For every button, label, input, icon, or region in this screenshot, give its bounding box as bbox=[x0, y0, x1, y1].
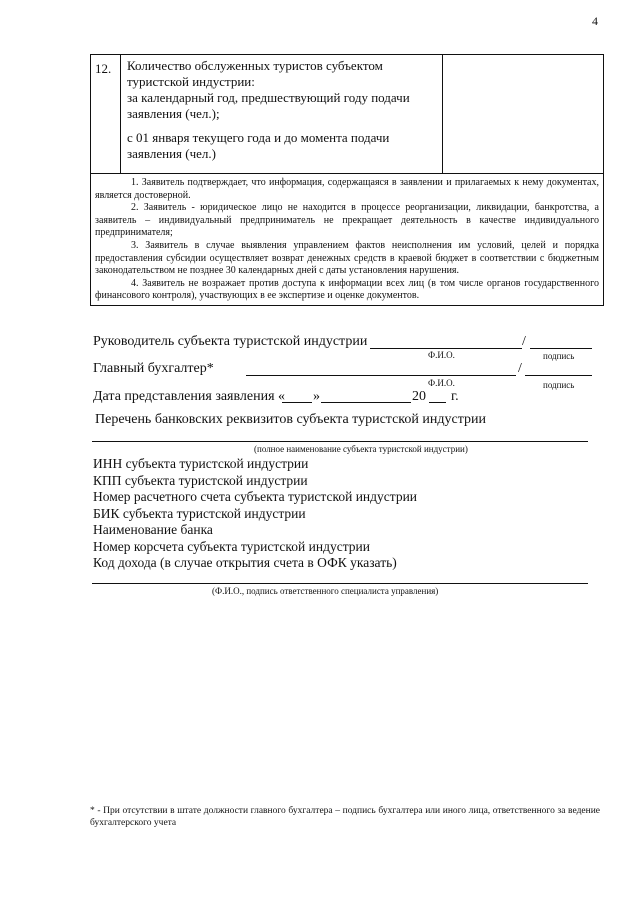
specialist-caption: (Ф.И.О., подпись ответственного специалиста управления) bbox=[212, 586, 439, 596]
statement: 4. Заявитель не возражает против доступа к информации всех лиц (в том числе органов государственного финансового контроля), участвующих в ее экспертизе и оценке документов. bbox=[95, 277, 599, 302]
fio-caption: Ф.И.О. bbox=[428, 350, 455, 360]
statement: 2. Заявитель - юридическое лицо не находится в процессе реорганизации, ликвидации, банкротства, а заявитель – индивидуальный предприниматель не прекращает деятельность в качестве индивидуального предпринимателя; bbox=[95, 202, 599, 239]
accountant-label: Главный бухгалтер* bbox=[93, 361, 214, 376]
slash: / bbox=[522, 334, 526, 349]
statement: 1. Заявитель подтверждает, что информация, содержащаяся в заявлении и прилагаемых к нему документах, является достоверной. bbox=[95, 177, 599, 201]
list-item: КПП субъекта туристской индустрии bbox=[93, 472, 308, 488]
row-line: с 01 января текущего года и до момента подачи заявления (чел.) bbox=[127, 130, 390, 161]
row-value-cell[interactable] bbox=[443, 55, 603, 173]
row-number: 12. bbox=[91, 55, 121, 173]
applicant-statements bbox=[91, 174, 603, 305]
application-table bbox=[90, 54, 604, 306]
page-number: 4 bbox=[592, 14, 598, 28]
date-label: Дата представления заявления « bbox=[93, 389, 286, 404]
row-description bbox=[121, 55, 443, 173]
head-sign-line[interactable] bbox=[530, 348, 592, 349]
sign-caption: подпись bbox=[543, 380, 575, 390]
sign-caption: подпись bbox=[543, 351, 575, 361]
date-year-line[interactable] bbox=[429, 402, 446, 403]
table-row bbox=[91, 55, 603, 174]
list-item: Номер расчетного счета субъекта туристской индустрии bbox=[93, 489, 418, 504]
row-line: за календарный год, предшествующий году подачи заявления (чел.); bbox=[127, 90, 410, 121]
company-name-caption: (полное наименование субъекта туристской индустрии) bbox=[254, 444, 468, 454]
list-item: ИНН субъекта туристской индустрии bbox=[93, 456, 309, 471]
date-day-line[interactable] bbox=[282, 402, 312, 403]
list-item: Код дохода (в случае открытия счета в ОФК указать) bbox=[93, 555, 397, 570]
accountant-fio-line[interactable] bbox=[246, 375, 516, 376]
fio-caption: Ф.И.О. bbox=[428, 378, 455, 388]
slash: / bbox=[518, 361, 522, 376]
date-quote: » bbox=[313, 389, 320, 404]
list-item: Наименование банка bbox=[93, 522, 213, 537]
date-suffix: г. bbox=[451, 389, 459, 404]
list-item: Номер корсчета субъекта туристской индустрии bbox=[93, 538, 370, 554]
bank-details-list bbox=[93, 456, 417, 572]
company-name-line[interactable] bbox=[92, 441, 588, 442]
statement: 3. Заявитель в случае выявления управлением фактов неисполнения им условий, целей и порядка предоставления субсидии осуществляет возврат денежных средств в краевой бюджет в соответствии с бюджетным законодательством не позднее 30 календарных дней с даты установления нарушения. bbox=[95, 239, 599, 277]
head-fio-line[interactable] bbox=[370, 348, 522, 349]
accountant-sign-line[interactable] bbox=[525, 375, 592, 376]
list-item: БИК субъекта туристской индустрии bbox=[93, 505, 306, 521]
date-year: 20 bbox=[412, 389, 426, 404]
date-month-line[interactable] bbox=[321, 402, 411, 403]
row-line: Количество обслуженных туристов субъектом туристской индустрии: bbox=[127, 58, 383, 89]
bank-heading: Перечень банковских реквизитов субъекта туристской индустрии bbox=[95, 412, 486, 427]
head-label: Руководитель субъекта туристской индустрии bbox=[93, 334, 368, 349]
footnote: * - При отсутствии в штате должности главного бухгалтера – подпись бухгалтера или иного лица, ответственного за ведение бухгалтерского учета bbox=[90, 806, 600, 828]
specialist-line[interactable] bbox=[92, 583, 588, 584]
